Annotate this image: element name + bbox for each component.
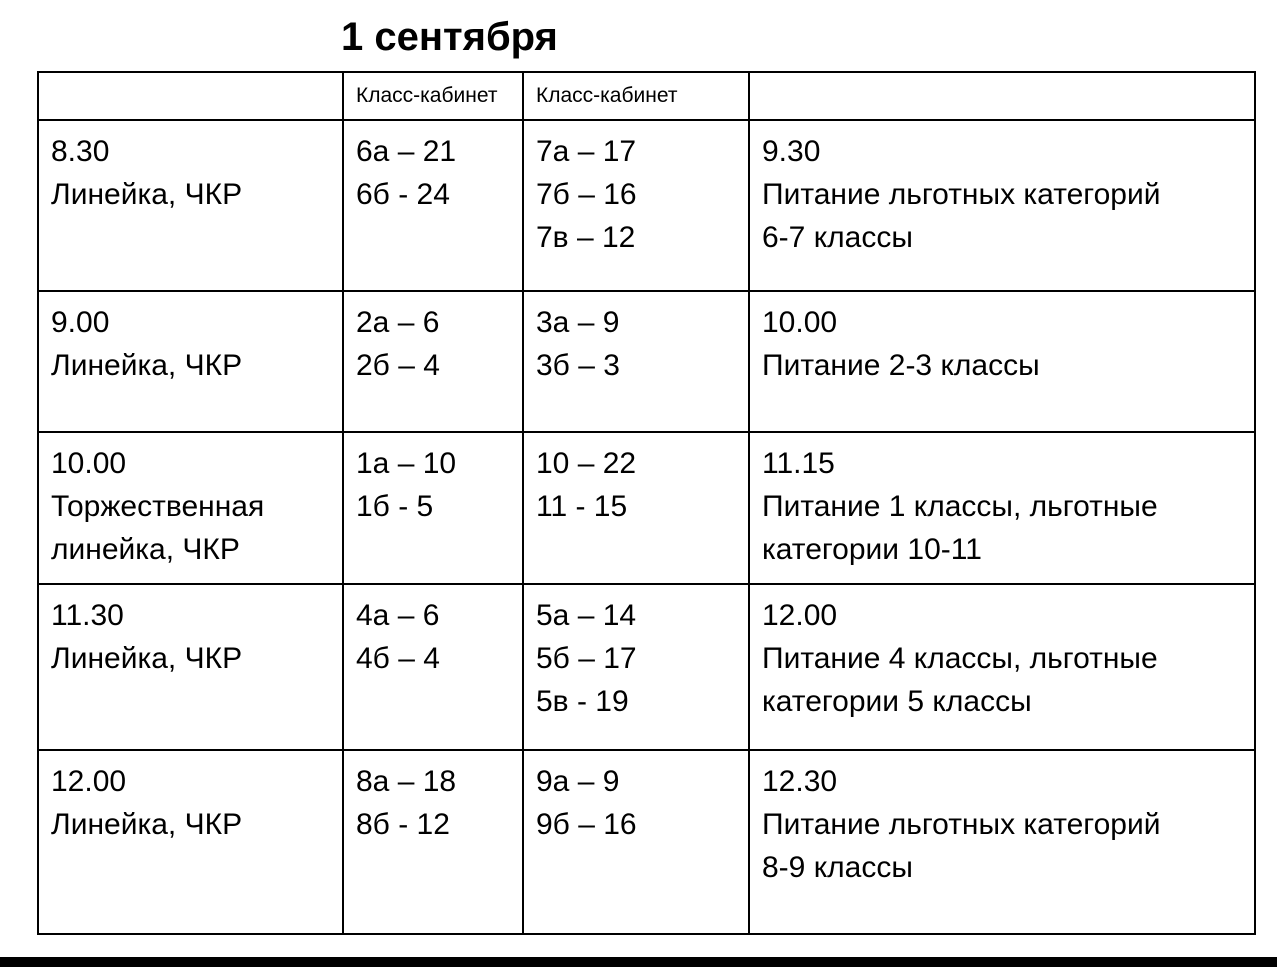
class-room-entry: 6б - 24 <box>356 178 450 211</box>
class-room-entry: 2а – 6 <box>356 306 440 339</box>
class-room-cell <box>343 291 523 432</box>
class-room-cell <box>523 432 749 584</box>
header-cell-class-room-1: Класс-кабинет <box>343 72 523 120</box>
header-cell-meal <box>749 72 1255 120</box>
event-label: линейка, ЧКР <box>51 533 240 566</box>
class-room-cell <box>523 291 749 432</box>
class-room-cell <box>523 584 749 750</box>
meal-cell <box>749 120 1255 291</box>
class-room-entry: 10 – 22 <box>536 447 637 480</box>
schedule-table <box>37 71 1256 935</box>
meal-cell <box>749 291 1255 432</box>
class-room-entry: 5б – 17 <box>536 642 637 675</box>
table-row <box>38 432 1255 584</box>
time-value: 8.30 <box>51 135 110 168</box>
class-room-cell <box>343 432 523 584</box>
meal-description: Питание 4 классы, льготные <box>762 642 1158 675</box>
time-value: 11.30 <box>51 599 124 632</box>
time-cell <box>38 120 343 291</box>
class-room-entry: 7а – 17 <box>536 135 637 168</box>
meal-time: 12.00 <box>762 599 838 632</box>
time-cell <box>38 750 343 934</box>
class-room-entry: 8а – 18 <box>356 765 457 798</box>
time-cell <box>38 432 343 584</box>
class-room-entry: 4а – 6 <box>356 599 440 632</box>
meal-description: 6-7 классы <box>762 221 913 254</box>
page-title: 1 сентября <box>341 15 558 59</box>
event-label: Торжественная <box>51 490 265 523</box>
class-room-cell <box>523 750 749 934</box>
class-room-entry: 2б – 4 <box>356 349 440 382</box>
class-room-entry: 3а – 9 <box>536 306 620 339</box>
meal-time: 12.30 <box>762 765 838 798</box>
meal-description: 8-9 классы <box>762 851 913 884</box>
time-value: 9.00 <box>51 306 110 339</box>
table-row <box>38 584 1255 750</box>
time-value: 12.00 <box>51 765 127 798</box>
class-room-entry: 5а – 14 <box>536 599 637 632</box>
meal-description: Питание льготных категорий <box>762 808 1161 841</box>
event-label: Линейка, ЧКР <box>51 178 243 211</box>
table-row <box>38 750 1255 934</box>
class-room-cell <box>343 750 523 934</box>
table-row <box>38 291 1255 432</box>
header-cell-class-room-2: Класс-кабинет <box>523 72 749 120</box>
class-room-entry: 5в - 19 <box>536 685 629 718</box>
class-room-entry: 6а – 21 <box>356 135 457 168</box>
event-label: Линейка, ЧКР <box>51 808 243 841</box>
meal-cell <box>749 584 1255 750</box>
meal-description: Питание 1 классы, льготные <box>762 490 1158 523</box>
class-room-entry: 9а – 9 <box>536 765 620 798</box>
meal-description: Питание 2-3 классы <box>762 349 1040 382</box>
time-cell <box>38 291 343 432</box>
time-cell <box>38 584 343 750</box>
meal-time: 11.15 <box>762 447 835 480</box>
class-room-entry: 7в – 12 <box>536 221 636 254</box>
class-room-entry: 9б – 16 <box>536 808 637 841</box>
meal-time: 9.30 <box>762 135 821 168</box>
class-room-entry: 11 - 15 <box>536 490 628 523</box>
bottom-edge-bar <box>0 957 1277 967</box>
class-room-entry: 7б – 16 <box>536 178 637 211</box>
class-room-entry: 3б – 3 <box>536 349 620 382</box>
time-value: 10.00 <box>51 447 127 480</box>
table-row <box>38 120 1255 291</box>
class-room-cell <box>343 120 523 291</box>
meal-cell <box>749 432 1255 584</box>
meal-description: Питание льготных категорий <box>762 178 1161 211</box>
class-room-entry: 1а – 10 <box>356 447 457 480</box>
meal-description: категории 10-11 <box>762 533 982 566</box>
class-room-entry: 4б – 4 <box>356 642 440 675</box>
meal-cell <box>749 750 1255 934</box>
class-room-cell <box>343 584 523 750</box>
table-header-row <box>38 72 1255 120</box>
event-label: Линейка, ЧКР <box>51 349 243 382</box>
meal-time: 10.00 <box>762 306 838 339</box>
class-room-entry: 1б - 5 <box>356 490 434 523</box>
class-room-cell <box>523 120 749 291</box>
event-label: Линейка, ЧКР <box>51 642 243 675</box>
class-room-entry: 8б - 12 <box>356 808 450 841</box>
meal-description: категории 5 классы <box>762 685 1032 718</box>
header-cell-time <box>38 72 343 120</box>
